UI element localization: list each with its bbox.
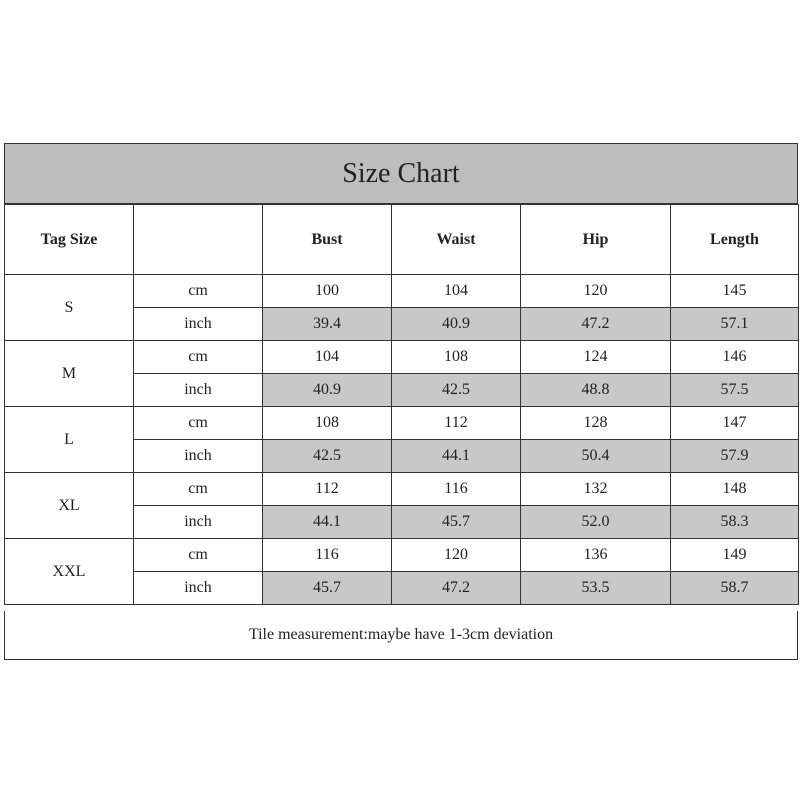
length-inch-cell: 57.5 (671, 374, 799, 407)
table-row (5, 407, 799, 440)
unit-cell: inch (134, 572, 263, 605)
waist-inch-cell: 44.1 (392, 440, 521, 473)
header-tag-size: Tag Size (5, 205, 134, 275)
hip-inch-cell: 48.8 (521, 374, 671, 407)
header-waist: Waist (392, 205, 521, 275)
waist-inch-cell: 40.9 (392, 308, 521, 341)
table-row (5, 275, 799, 308)
hip-inch-cell: 50.4 (521, 440, 671, 473)
table-row (5, 341, 799, 374)
waist-cm-cell: 120 (392, 539, 521, 572)
bust-cm-cell: 104 (263, 341, 392, 374)
bust-cm-cell: 108 (263, 407, 392, 440)
size-tag-cell: M (5, 341, 134, 407)
hip-inch-cell: 47.2 (521, 308, 671, 341)
bust-inch-cell: 44.1 (263, 506, 392, 539)
hip-cm-cell: 136 (521, 539, 671, 572)
waist-cm-cell: 104 (392, 275, 521, 308)
header-hip: Hip (521, 205, 671, 275)
length-inch-cell: 57.9 (671, 440, 799, 473)
bust-cm-cell: 112 (263, 473, 392, 506)
unit-cell: cm (134, 407, 263, 440)
size-tag-cell: S (5, 275, 134, 341)
unit-cell: cm (134, 473, 263, 506)
size-tag-cell: XL (5, 473, 134, 539)
size-tag-cell: XXL (5, 539, 134, 605)
measurement-note: Tile measurement:maybe have 1-3cm deviation (4, 611, 798, 660)
hip-cm-cell: 128 (521, 407, 671, 440)
length-cm-cell: 149 (671, 539, 799, 572)
header-length: Length (671, 205, 799, 275)
unit-cell: inch (134, 506, 263, 539)
hip-cm-cell: 124 (521, 341, 671, 374)
length-cm-cell: 146 (671, 341, 799, 374)
length-cm-cell: 145 (671, 275, 799, 308)
length-cm-cell: 148 (671, 473, 799, 506)
size-table (4, 204, 799, 605)
header-row (5, 205, 799, 275)
waist-cm-cell: 112 (392, 407, 521, 440)
unit-cell: cm (134, 341, 263, 374)
waist-inch-cell: 47.2 (392, 572, 521, 605)
waist-cm-cell: 116 (392, 473, 521, 506)
unit-cell: cm (134, 275, 263, 308)
bust-cm-cell: 116 (263, 539, 392, 572)
length-cm-cell: 147 (671, 407, 799, 440)
size-tag-cell: L (5, 407, 134, 473)
bust-inch-cell: 42.5 (263, 440, 392, 473)
header-bust: Bust (263, 205, 392, 275)
length-inch-cell: 58.3 (671, 506, 799, 539)
unit-cell: inch (134, 374, 263, 407)
length-inch-cell: 57.1 (671, 308, 799, 341)
bust-inch-cell: 39.4 (263, 308, 392, 341)
hip-cm-cell: 120 (521, 275, 671, 308)
header-unit (134, 205, 263, 275)
unit-cell: inch (134, 440, 263, 473)
hip-inch-cell: 53.5 (521, 572, 671, 605)
hip-inch-cell: 52.0 (521, 506, 671, 539)
length-inch-cell: 58.7 (671, 572, 799, 605)
bust-inch-cell: 40.9 (263, 374, 392, 407)
hip-cm-cell: 132 (521, 473, 671, 506)
table-row (5, 539, 799, 572)
waist-cm-cell: 108 (392, 341, 521, 374)
size-table-body (5, 275, 799, 605)
waist-inch-cell: 45.7 (392, 506, 521, 539)
unit-cell: cm (134, 539, 263, 572)
bust-cm-cell: 100 (263, 275, 392, 308)
chart-title: Size Chart (4, 143, 798, 204)
unit-cell: inch (134, 308, 263, 341)
waist-inch-cell: 42.5 (392, 374, 521, 407)
bust-inch-cell: 45.7 (263, 572, 392, 605)
table-row (5, 473, 799, 506)
